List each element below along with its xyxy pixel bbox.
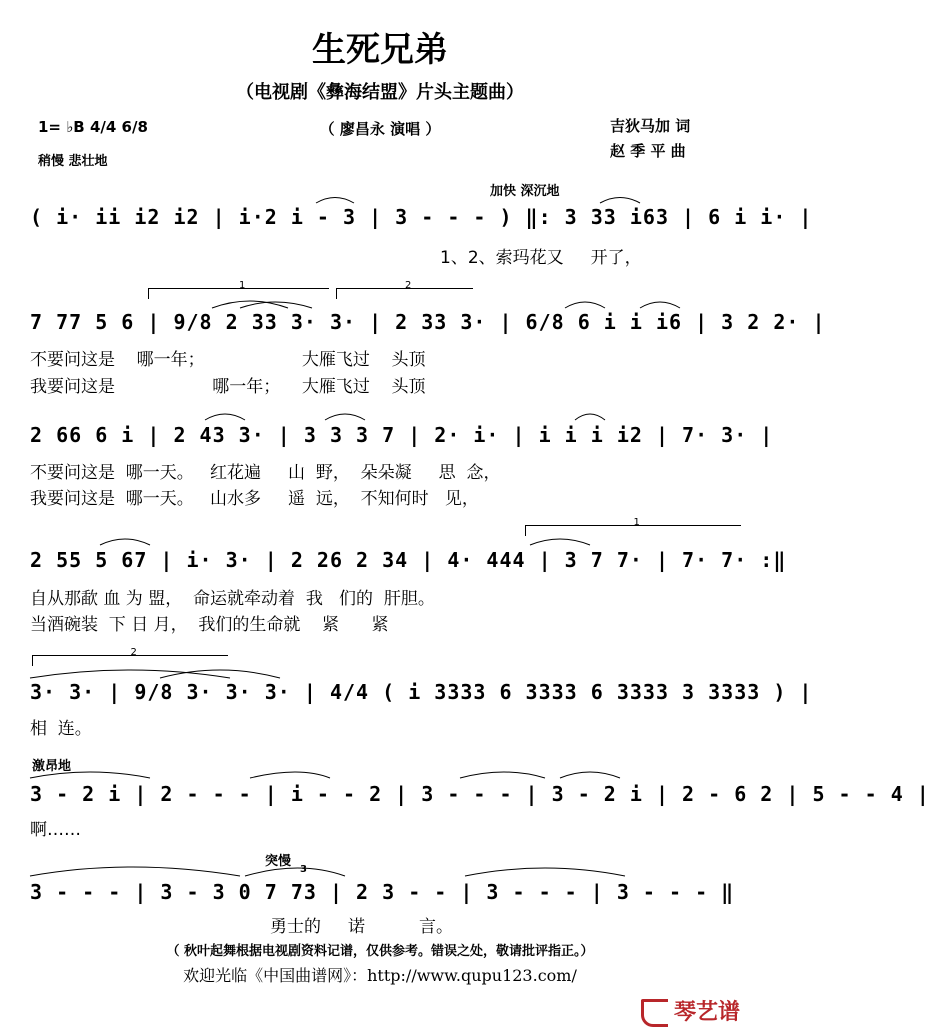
line5-volta-2: 2 [32,655,228,666]
line3-lyric-1: 不要问这是 哪一天。 红花遍 山 野， 朵朵凝 思 念， [30,463,501,483]
line7-triplet-mark: 3 [300,864,307,875]
line4-notes: 2 55 5 67 | i· 3· | 2 26 2 34 | 4· 444 | 3 7 7· | 7· 7· :‖ [30,548,787,572]
line5-notes: 3· 3· | 9/8 3· 3· 3· | 4/4 ( i 3333 6 3333 6 3333 3 3333 ) | [30,680,813,704]
footer-note: （ 秋叶起舞根据电视剧资料记谱，仅供参考。错误之处，敬请批评指正。） [166,944,594,959]
line4-volta-1: 1 [525,525,741,536]
site-logo: 琴艺谱 [641,995,740,1027]
line4-lyric-1: 自从那歃 血 为 盟， 命运就牵动着 我 们的 肝胆。 [30,589,435,609]
line2-volta-2: 2 [336,288,473,299]
line5-lyric: 相 连。 [30,719,92,739]
line7-notes: 3 - - - | 3 - 3 0 7 73 | 2 3 - - | 3 - - - | 3 - - - ‖ [30,880,735,904]
footer-welcome[interactable]: 欢迎光临《中国曲谱网》：http://www.qupu123.com/ [183,966,577,985]
song-subtitle: （电视剧《彝海结盟》片头主题曲） [236,82,524,103]
line4-lyric-2: 当酒碗装 下 日 月， 我们的生命就 紧 紧 [30,615,389,635]
line6-notes: 3 - 2 i | 2 - - - | i - - 2 | 3 - - - | 3 - 2 i | 2 - 6 2 | 5 - - 4 | [30,782,930,806]
line6-annotation: 激昂地 [32,759,72,774]
line3-lyric-2: 我要问这是 哪一天。 山水多 遥 远， 不知何时 见， [30,489,479,509]
logo-icon [641,999,668,1027]
line2-lyric-1: 不要问这是 哪一年； 大雁飞过 头顶 [30,350,426,370]
singer-credit: （ 廖昌永 演唱 ） [319,120,441,138]
line2-notes: 7 77 5 6 | 9/8 2 33 3· 3· | 2 33 3· | 6/8 6 i i i6 | 3 2 2· | [30,310,826,334]
lyricist-credit: 吉狄马加 词 [610,117,691,135]
line1-lyric: 1、2、索玛花又 开了， [440,248,642,268]
line1-annotation: 加快 深沉地 [490,184,560,199]
line6-lyric: 啊…… [30,820,81,840]
line7-lyric: 勇士的 诺 言。 [270,917,454,937]
line1-notes: ( i· ii i2 i2 | i·2 i - 3 | 3 - - - ) ‖: 3 33 i63 | 6 i i· | [30,205,813,229]
key-signature: 1= ♭B 4/4 6/8 [38,118,148,136]
tempo-marking: 稍慢 悲壮地 [38,154,108,169]
line7-annotation: 突慢 [265,854,292,869]
composer-credit: 赵 季 平 曲 [610,142,686,160]
song-title: 生死兄弟 [312,30,448,70]
line3-notes: 2 66 6 i | 2 43 3· | 3 3 3 7 | 2· i· | i i i i2 | 7· 3· | [30,423,774,447]
line2-lyric-2: 我要问这是 哪一年； 大雁飞过 头顶 [30,377,426,397]
line2-volta-1: 1 [148,288,329,299]
